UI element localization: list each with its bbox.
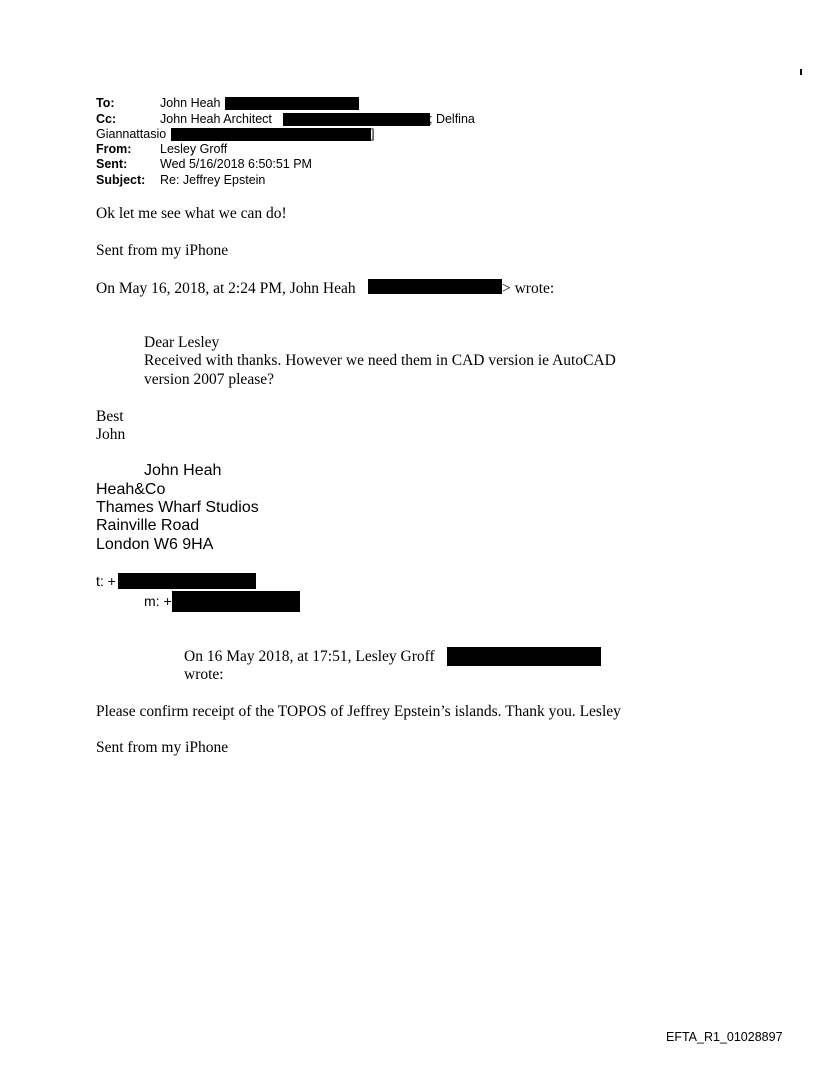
- cc-value: John Heah Architect: [160, 112, 272, 126]
- phone-label: t: +: [96, 573, 116, 589]
- message-line-1: Received with thanks. However we need them in CAD version ie AutoCAD: [144, 352, 616, 369]
- subject-value: Re: Jeffrey Epstein: [160, 173, 266, 187]
- to-value: John Heah: [160, 96, 221, 110]
- redaction-to-email: [225, 97, 359, 110]
- cc-bracket: ]: [371, 127, 375, 141]
- page-mark: [800, 69, 802, 75]
- redaction-cc-email-2: [171, 128, 371, 141]
- cc-separator: ; Delfina: [429, 112, 475, 126]
- to-label: To:: [96, 96, 115, 110]
- bates-number: EFTA_R1_01028897: [666, 1030, 783, 1044]
- quoted-sent-from-iphone: Sent from my iPhone: [96, 739, 229, 756]
- quote-intro-wrote: > wrote:: [502, 280, 555, 297]
- quoted-intro: On 16 May 2018, at 17:51, Lesley Groff: [184, 648, 435, 665]
- subject-label: Subject:: [96, 173, 146, 187]
- message-line-2: version 2007 please?: [144, 371, 274, 388]
- signature-address-3: London W6 9HA: [96, 536, 214, 553]
- quote-intro: On May 16, 2018, at 2:24 PM, John Heah: [96, 280, 356, 297]
- cc-label: Cc:: [96, 112, 117, 126]
- signature-address-1: Thames Wharf Studios: [96, 499, 259, 516]
- signature-name: John Heah: [144, 462, 222, 479]
- from-value: Lesley Groff: [160, 142, 228, 156]
- redaction-mobile: [172, 591, 300, 612]
- signature-company: Heah&Co: [96, 481, 166, 498]
- redaction-lesley-email: [447, 647, 601, 666]
- redaction-cc-email: [283, 113, 430, 126]
- reply-text: Ok let me see what we can do!: [96, 205, 287, 222]
- redaction-john-email: [368, 279, 502, 294]
- closing-name: John: [96, 426, 126, 443]
- quoted-intro-wrote: wrote:: [184, 666, 224, 683]
- sent-from-iphone: Sent from my iPhone: [96, 242, 229, 259]
- redaction-phone: [118, 573, 256, 589]
- cc-continuation: Giannattasio: [96, 127, 167, 141]
- sent-value: Wed 5/16/2018 6:50:51 PM: [160, 157, 312, 171]
- quoted-text: Please confirm receipt of the TOPOS of Jeffrey Epstein’s islands. Thank you. Lesley: [96, 703, 621, 720]
- from-label: From:: [96, 142, 132, 156]
- sent-label: Sent:: [96, 157, 128, 171]
- closing: Best: [96, 408, 124, 425]
- salutation: Dear Lesley: [144, 334, 220, 351]
- signature-address-2: Rainville Road: [96, 517, 200, 534]
- mobile-label: m: +: [144, 593, 172, 609]
